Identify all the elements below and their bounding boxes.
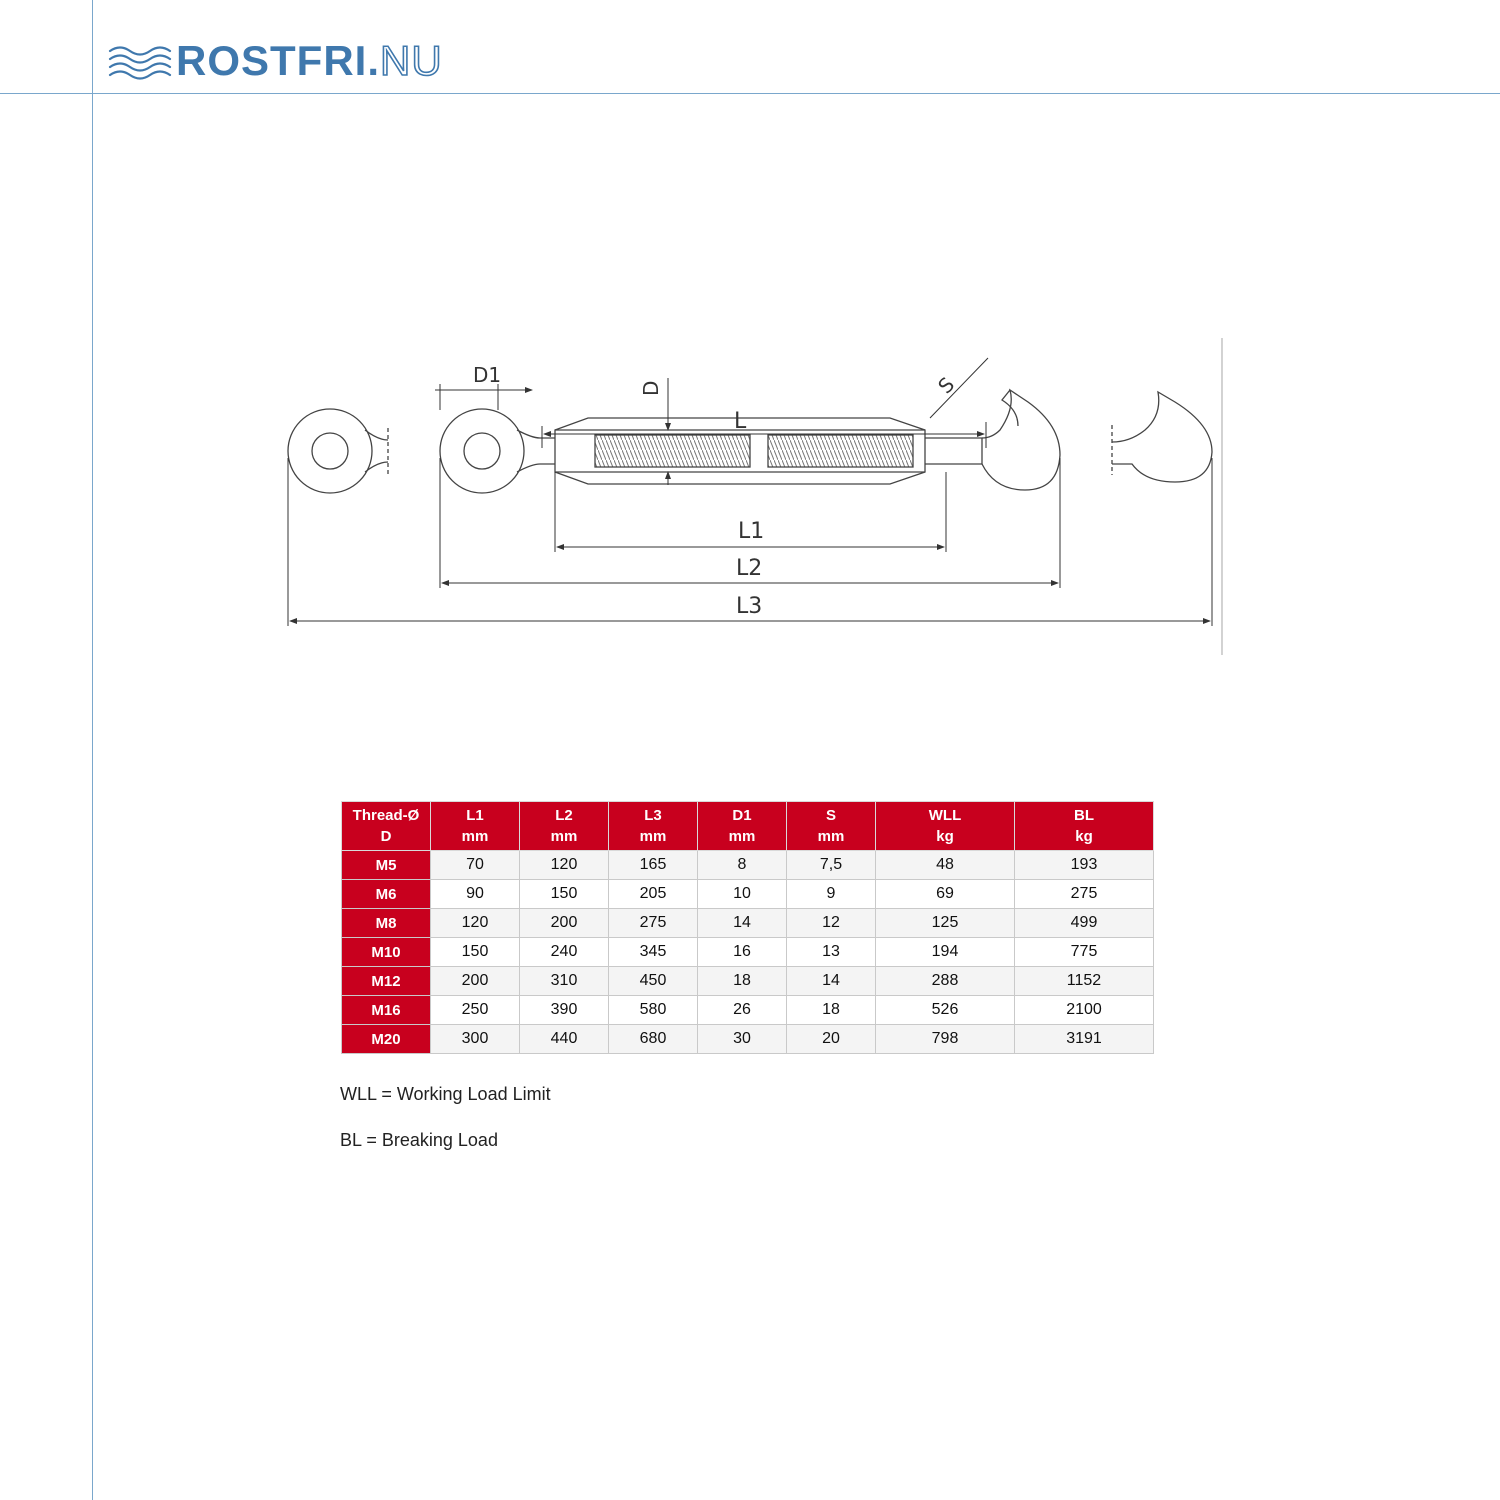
- table-cell: 30: [698, 1025, 787, 1054]
- header-line1: BL: [1074, 807, 1094, 824]
- table-row: [342, 1025, 1154, 1054]
- table-cell: 48: [876, 851, 1015, 880]
- label-l3: L3: [736, 594, 763, 619]
- table-cell: 390: [520, 996, 609, 1025]
- table-cell: 450: [609, 967, 698, 996]
- table-cell: 8: [698, 851, 787, 880]
- label-l: L: [734, 409, 747, 434]
- table-cell: 526: [876, 996, 1015, 1025]
- header-line1: L3: [644, 807, 662, 824]
- label-d: D: [639, 380, 663, 396]
- table-cell: 310: [520, 967, 609, 996]
- header-row: [342, 802, 1154, 851]
- table-cell: 300: [431, 1025, 520, 1054]
- table-cell: 10: [698, 880, 787, 909]
- table-cell: 9: [787, 880, 876, 909]
- table-cell: 288: [876, 967, 1015, 996]
- thread-cell: M20: [342, 1025, 431, 1054]
- table-row: [342, 880, 1154, 909]
- waves-icon: [108, 41, 172, 81]
- table-cell: 14: [787, 967, 876, 996]
- table-row: [342, 996, 1154, 1025]
- table-cell: 194: [876, 938, 1015, 967]
- header-cell: [787, 802, 876, 851]
- spec-table-body: [342, 851, 1154, 1054]
- table-cell: 20: [787, 1025, 876, 1054]
- table-cell: 440: [520, 1025, 609, 1054]
- header-cell: [520, 802, 609, 851]
- frame-vertical-line: [92, 0, 93, 1500]
- spec-table-header: [342, 802, 1154, 851]
- table-cell: 205: [609, 880, 698, 909]
- table-cell: 275: [1015, 880, 1154, 909]
- table-cell: 345: [609, 938, 698, 967]
- table-cell: 120: [431, 909, 520, 938]
- label-l1: L1: [738, 519, 765, 544]
- thread-cell: M10: [342, 938, 431, 967]
- hook-end-detail: [1112, 392, 1212, 482]
- table-cell: 1152: [1015, 967, 1154, 996]
- table-cell: 499: [1015, 909, 1154, 938]
- table-cell: 2100: [1015, 996, 1154, 1025]
- table-cell: 120: [520, 851, 609, 880]
- thread-cell: M12: [342, 967, 431, 996]
- header-cell: [342, 802, 431, 851]
- header-line2: mm: [550, 828, 578, 845]
- table-cell: 275: [609, 909, 698, 938]
- spec-table: [341, 801, 1154, 1054]
- label-l2: L2: [736, 556, 763, 581]
- header-cell: [609, 802, 698, 851]
- table-cell: 16: [698, 938, 787, 967]
- table-cell: 165: [609, 851, 698, 880]
- header-line2: mm: [639, 828, 667, 845]
- table-cell: 150: [520, 880, 609, 909]
- thread-cell: M8: [342, 909, 431, 938]
- table-cell: 13: [787, 938, 876, 967]
- table-row: [342, 909, 1154, 938]
- frame-horizontal-line: [0, 93, 1500, 94]
- table-cell: 69: [876, 880, 1015, 909]
- table-cell: 798: [876, 1025, 1015, 1054]
- label-d1: D1: [473, 363, 502, 387]
- brand-name-suffix: NU: [380, 37, 443, 84]
- header-line1: D1: [732, 807, 752, 824]
- table-cell: 240: [520, 938, 609, 967]
- table-cell: 12: [787, 909, 876, 938]
- thread-cell: M16: [342, 996, 431, 1025]
- table-row: [342, 967, 1154, 996]
- turnbuckle-technical-drawing: [270, 330, 1230, 660]
- header-line2: mm: [461, 828, 489, 845]
- turnbuckle-body: [555, 418, 982, 484]
- brand-logo: [108, 38, 443, 84]
- header-line1: L1: [466, 807, 484, 824]
- table-cell: 18: [698, 967, 787, 996]
- header-cell: [698, 802, 787, 851]
- header-cell: [431, 802, 520, 851]
- table-cell: 125: [876, 909, 1015, 938]
- table-row: [342, 851, 1154, 880]
- table-cell: 775: [1015, 938, 1154, 967]
- table-cell: 70: [431, 851, 520, 880]
- brand-name: [176, 38, 443, 84]
- table-row: [342, 938, 1154, 967]
- header-line2: mm: [728, 828, 756, 845]
- table-cell: 90: [431, 880, 520, 909]
- brand-name-main: ROSTFRI: [176, 37, 368, 84]
- header-cell: [1015, 802, 1154, 851]
- header-line1: S: [825, 807, 836, 824]
- brand-name-dot: .: [367, 37, 380, 84]
- header-cell: [876, 802, 1015, 851]
- table-cell: 580: [609, 996, 698, 1025]
- table-cell: 200: [520, 909, 609, 938]
- eye-bolt: [440, 409, 555, 493]
- label-s: S: [933, 372, 960, 399]
- table-cell: 7,5: [787, 851, 876, 880]
- thread-cell: M5: [342, 851, 431, 880]
- header-line2: D: [380, 828, 392, 845]
- table-cell: 3191: [1015, 1025, 1154, 1054]
- note-wll: WLL = Working Load Limit: [340, 1084, 551, 1104]
- table-cell: 18: [787, 996, 876, 1025]
- table-cell: 150: [431, 938, 520, 967]
- table-cell: 200: [431, 967, 520, 996]
- table-cell: 250: [431, 996, 520, 1025]
- header-line2: kg: [1075, 828, 1093, 845]
- note-bl: BL = Breaking Load: [340, 1130, 498, 1150]
- table-cell: 680: [609, 1025, 698, 1054]
- header-line2: kg: [936, 828, 954, 845]
- header-line1: L2: [555, 807, 573, 824]
- header-line1: WLL: [928, 807, 962, 824]
- table-cell: 26: [698, 996, 787, 1025]
- header-line2: mm: [817, 828, 845, 845]
- table-cell: 193: [1015, 851, 1154, 880]
- header-line1: Thread-Ø: [352, 807, 420, 824]
- table-cell: 14: [698, 909, 787, 938]
- hook-end: [982, 390, 1060, 490]
- thread-cell: M6: [342, 880, 431, 909]
- eye-end-detail: [288, 409, 388, 493]
